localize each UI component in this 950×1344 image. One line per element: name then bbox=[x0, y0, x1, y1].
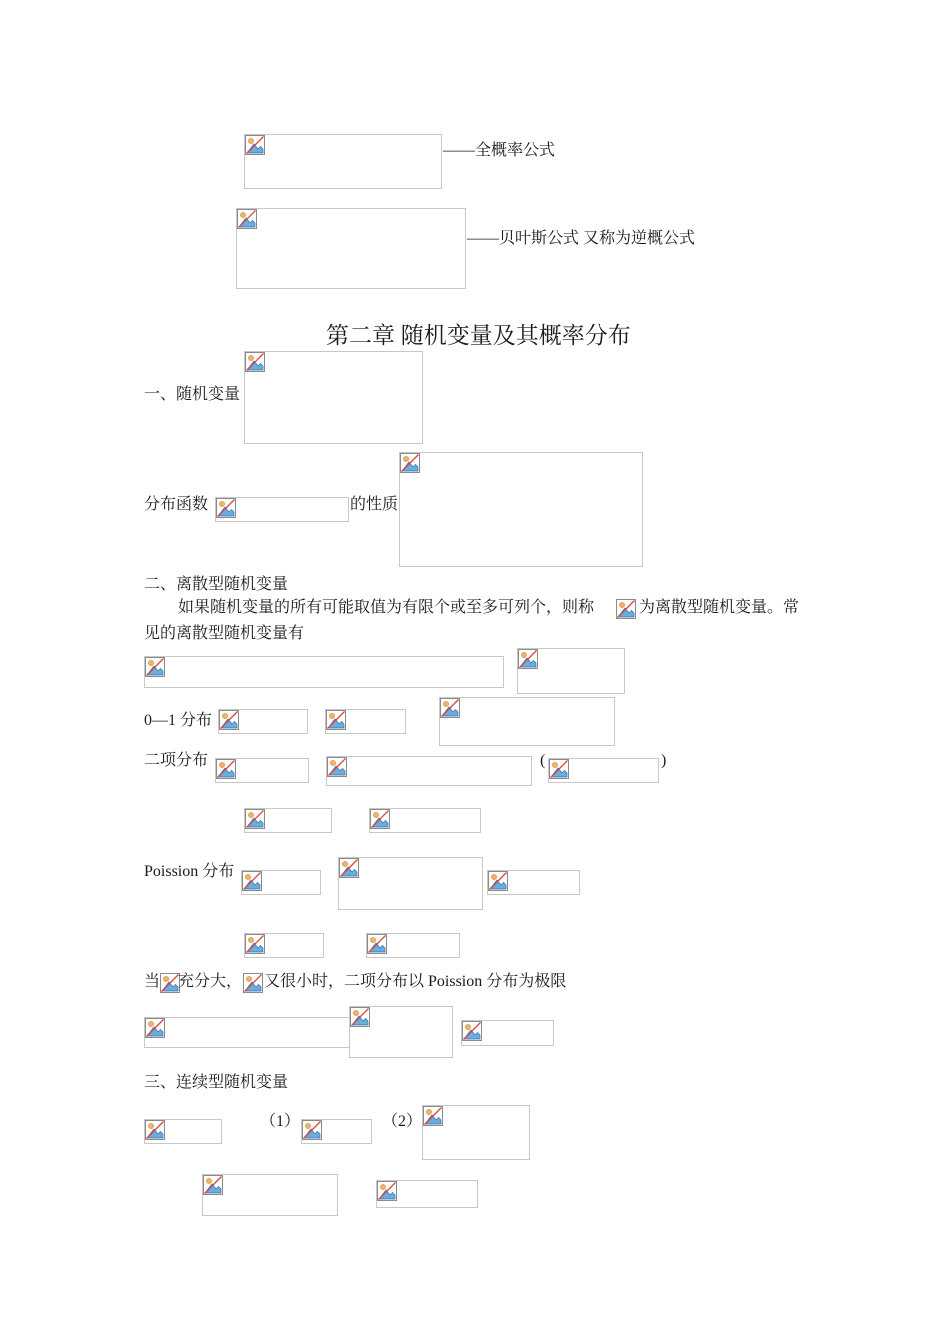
chapter-title: 第二章 随机变量及其概率分布 bbox=[326, 323, 631, 348]
broken-image-icon bbox=[488, 871, 508, 891]
broken-image-icon bbox=[549, 759, 569, 779]
broken-image-icon bbox=[145, 1018, 165, 1038]
broken-image-icon bbox=[145, 657, 165, 677]
broken-image-icon bbox=[245, 352, 265, 372]
binomial-notation-image bbox=[215, 758, 309, 783]
broken-image-icon bbox=[216, 498, 236, 518]
bernoulli-table-image bbox=[439, 697, 615, 746]
binomial-range-image bbox=[548, 758, 659, 783]
inline-n-image bbox=[160, 973, 178, 993]
poisson-limit-condition-image bbox=[461, 1020, 554, 1046]
inline-variable-x-image bbox=[616, 599, 637, 620]
broken-image-icon bbox=[423, 1106, 443, 1126]
inline-p-image bbox=[243, 973, 263, 993]
poisson-label: Poission 分布 bbox=[144, 863, 235, 880]
poisson-limit-lambda-image bbox=[349, 1006, 453, 1058]
broken-image-icon bbox=[203, 1175, 223, 1195]
broken-image-icon bbox=[367, 934, 387, 954]
broken-image-icon bbox=[242, 871, 262, 891]
broken-image-icon bbox=[400, 453, 420, 473]
poisson-range-image bbox=[487, 870, 580, 895]
section-1-heading: 一、随机变量 bbox=[144, 386, 241, 403]
density-condition-2-image bbox=[422, 1105, 530, 1160]
discrete-intro-text-a: 如果随机变量的所有可能取值为有限个或至多可列个，则称 bbox=[178, 599, 595, 616]
poisson-expectation-image bbox=[244, 933, 324, 958]
bernoulli-label: 0—1 分布 bbox=[144, 712, 213, 729]
broken-image-icon bbox=[377, 1181, 397, 1201]
limit-text-a: 当 bbox=[144, 973, 161, 990]
condition-1-label: （1） bbox=[260, 1113, 301, 1130]
broken-image-icon bbox=[326, 710, 346, 730]
bernoulli-formula-image bbox=[218, 709, 308, 734]
cdf-suffix: 的性质 bbox=[350, 496, 399, 513]
broken-image-icon bbox=[245, 135, 265, 155]
broken-image-icon bbox=[245, 809, 265, 829]
cdf-formula-image bbox=[215, 497, 349, 522]
broken-image-icon bbox=[219, 710, 239, 730]
condition-2-label: （2） bbox=[382, 1113, 423, 1130]
broken-image-icon bbox=[243, 973, 263, 993]
broken-image-icon bbox=[616, 599, 636, 619]
broken-image-icon bbox=[245, 934, 265, 954]
cdf-label: 分布函数 bbox=[144, 496, 209, 513]
discrete-intro-text-c: 见的离散型随机变量有 bbox=[144, 625, 305, 642]
limit-text-c: 又很小时，二项分布以 Poission 分布为极限 bbox=[264, 973, 567, 990]
broken-image-icon bbox=[350, 1007, 370, 1027]
binomial-expectation-image bbox=[244, 808, 332, 833]
bernoulli-expectation-image bbox=[325, 709, 406, 734]
cdf-properties-image bbox=[399, 452, 643, 567]
total-probability-caption: ——全概率公式 bbox=[443, 142, 556, 159]
binomial-paren-open: ( bbox=[540, 752, 546, 769]
broken-image-icon bbox=[302, 1120, 322, 1140]
distribution-law-image bbox=[144, 656, 504, 688]
broken-image-icon bbox=[216, 759, 236, 779]
section-2-heading: 二、离散型随机变量 bbox=[144, 576, 289, 593]
broken-image-icon bbox=[339, 858, 359, 878]
poisson-variance-image bbox=[366, 933, 460, 958]
binomial-pmf-image bbox=[326, 756, 532, 786]
density-derivative-image bbox=[376, 1180, 478, 1208]
broken-image-icon bbox=[327, 757, 347, 777]
broken-image-icon bbox=[462, 1021, 482, 1041]
broken-image-icon bbox=[237, 209, 257, 229]
distribution-properties-image bbox=[517, 648, 625, 694]
poisson-limit-formula-image bbox=[144, 1017, 350, 1048]
binomial-label: 二项分布 bbox=[144, 752, 209, 769]
bayes-caption: ——贝叶斯公式 又称为逆概公式 bbox=[467, 230, 696, 247]
random-variable-definition-image bbox=[244, 351, 423, 444]
broken-image-icon bbox=[145, 1120, 165, 1140]
discrete-intro-text-b: 为离散型随机变量。常 bbox=[639, 599, 800, 616]
density-notation-image bbox=[144, 1119, 222, 1144]
limit-text-b: 充分大， bbox=[178, 973, 243, 990]
poisson-pmf-image bbox=[338, 857, 483, 910]
density-condition-1-image bbox=[301, 1119, 372, 1144]
binomial-variance-image bbox=[369, 808, 481, 833]
cdf-integral-image bbox=[202, 1174, 338, 1216]
section-3-heading: 三、连续型随机变量 bbox=[144, 1074, 289, 1091]
broken-image-icon bbox=[518, 649, 538, 669]
bayes-formula-image bbox=[236, 208, 466, 289]
broken-image-icon bbox=[160, 973, 180, 993]
poisson-notation-image bbox=[241, 870, 321, 895]
binomial-paren-close: ) bbox=[661, 752, 667, 769]
broken-image-icon bbox=[440, 698, 460, 718]
broken-image-icon bbox=[370, 809, 390, 829]
total-probability-formula-image bbox=[244, 134, 442, 189]
